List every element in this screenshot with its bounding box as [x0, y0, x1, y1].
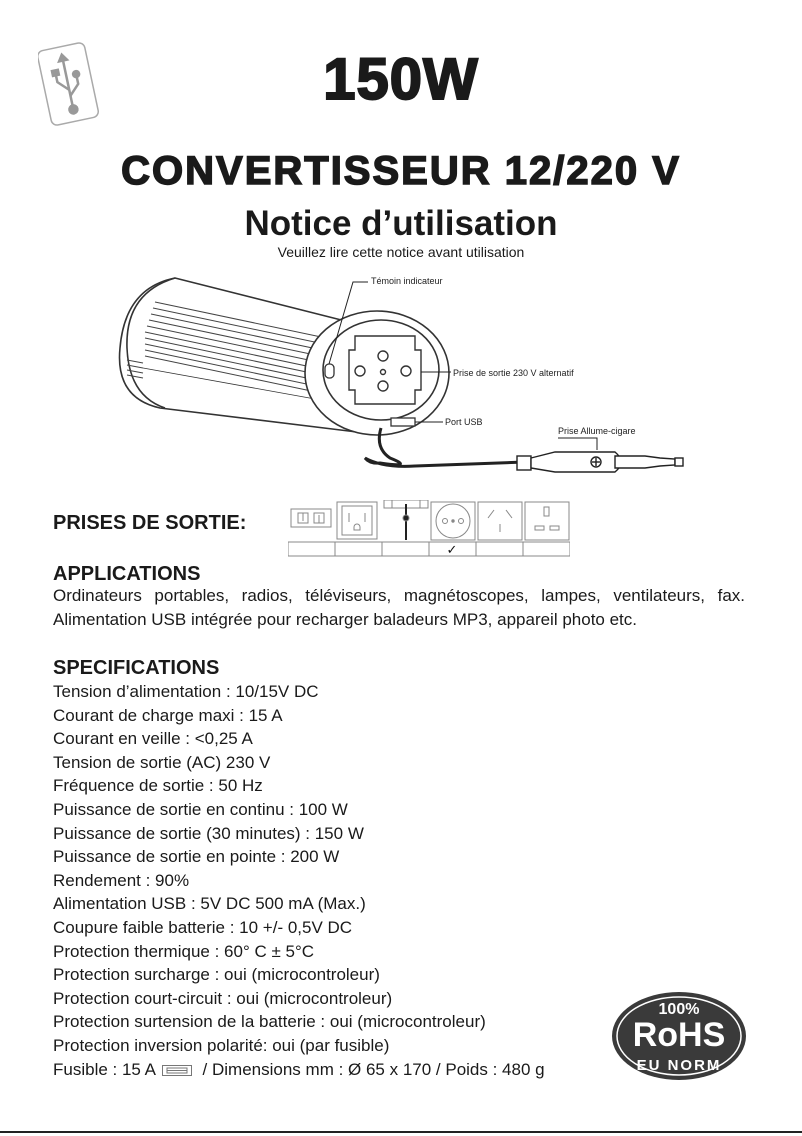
- spec-item: Puissance de sortie en pointe : 200 W: [53, 847, 340, 867]
- callout-lighter: Prise Allume-cigare: [558, 426, 636, 436]
- socket-us-grounded-icon: [337, 502, 377, 539]
- spec-fuse-line: [53, 1058, 545, 1082]
- spec-item: Coupure faible batterie : 10 +/- 0,5V DC: [53, 917, 353, 937]
- usb-port: [391, 418, 415, 426]
- specifications-list: [53, 680, 545, 1081]
- spec-item: Protection thermique : 60° C ± 5°C: [53, 941, 315, 961]
- fuse-icon: [162, 1065, 192, 1076]
- socket-australian-icon: [478, 502, 522, 540]
- socket-check-mark: ✓: [446, 543, 458, 558]
- inverter-diagram: [115, 268, 715, 490]
- rohs-percent: 100%: [658, 1001, 700, 1018]
- spec-item: Protection surtension de la batterie : oui (microcontroleur): [53, 1012, 486, 1032]
- socket-types-table: [288, 500, 570, 558]
- bottom-rule: [0, 1131, 802, 1133]
- specifications-title: SPECIFICATIONS: [53, 657, 220, 679]
- manual-subtitle: Veuillez lire cette notice avant utilisation: [277, 244, 525, 260]
- callout-usb: Port USB: [445, 417, 483, 427]
- spec-item: Protection court-circuit : oui (microcontroleur): [53, 988, 393, 1008]
- spec-item: Courant de charge maxi : 15 A: [53, 705, 283, 725]
- dimensions-text: / Dimensions mm : Ø 65 x 170 / Poids : 480 g: [202, 1059, 545, 1079]
- spec-item: Protection inversion polarité: oui (par fusible): [53, 1035, 390, 1055]
- spec-item: Tension d’alimentation : 10/15V DC: [53, 682, 319, 701]
- rohs-label: RoHS: [632, 1016, 726, 1054]
- socket-us-flat-icon: [291, 509, 331, 527]
- cigarette-lighter-plug: [517, 452, 683, 472]
- callout-indicator: Témoin indicateur: [371, 276, 443, 286]
- fuse-label: Fusible : 15 A: [53, 1059, 156, 1079]
- manual-title: Notice d’utilisation: [244, 204, 558, 243]
- spec-item: Fréquence de sortie : 50 Hz: [53, 776, 263, 796]
- spec-item: Alimentation USB : 5V DC 500 mA (Max.): [53, 894, 366, 914]
- callout-socket: Prise de sortie 230 V alternatif: [453, 368, 574, 378]
- spec-item: Protection surcharge : oui (microcontroleur): [53, 965, 380, 985]
- rohs-badge: [610, 990, 748, 1082]
- rohs-norm: EU NORM: [636, 1057, 722, 1074]
- spec-item: Puissance de sortie en continu : 100 W: [53, 799, 348, 819]
- applications-title: APPLICATIONS: [53, 563, 201, 585]
- power-title: 150W: [323, 47, 479, 112]
- spec-item: Puissance de sortie (30 minutes) : 150 W: [53, 823, 364, 843]
- socket-universal-icon: [384, 500, 428, 540]
- socket-uk-icon: [525, 502, 569, 540]
- spec-item: Tension de sortie (AC) 230 V: [53, 752, 271, 772]
- indicator-led: [325, 364, 334, 378]
- socket-schuko-icon: [431, 502, 475, 540]
- spec-item: Rendement : 90%: [53, 870, 190, 890]
- product-title: CONVERTISSEUR 12/220 V: [121, 149, 681, 193]
- spec-item: Courant en veille : <0,25 A: [53, 729, 253, 749]
- output-sockets-title: PRISES DE SORTIE:: [53, 512, 247, 534]
- applications-text: Ordinateurs portables, radios, téléviseurs, magnétoscopes, lampes, ventilateurs, fax. Alimentation USB intégrée pour recharger baladeurs MP3, appareil photo etc.: [53, 586, 745, 629]
